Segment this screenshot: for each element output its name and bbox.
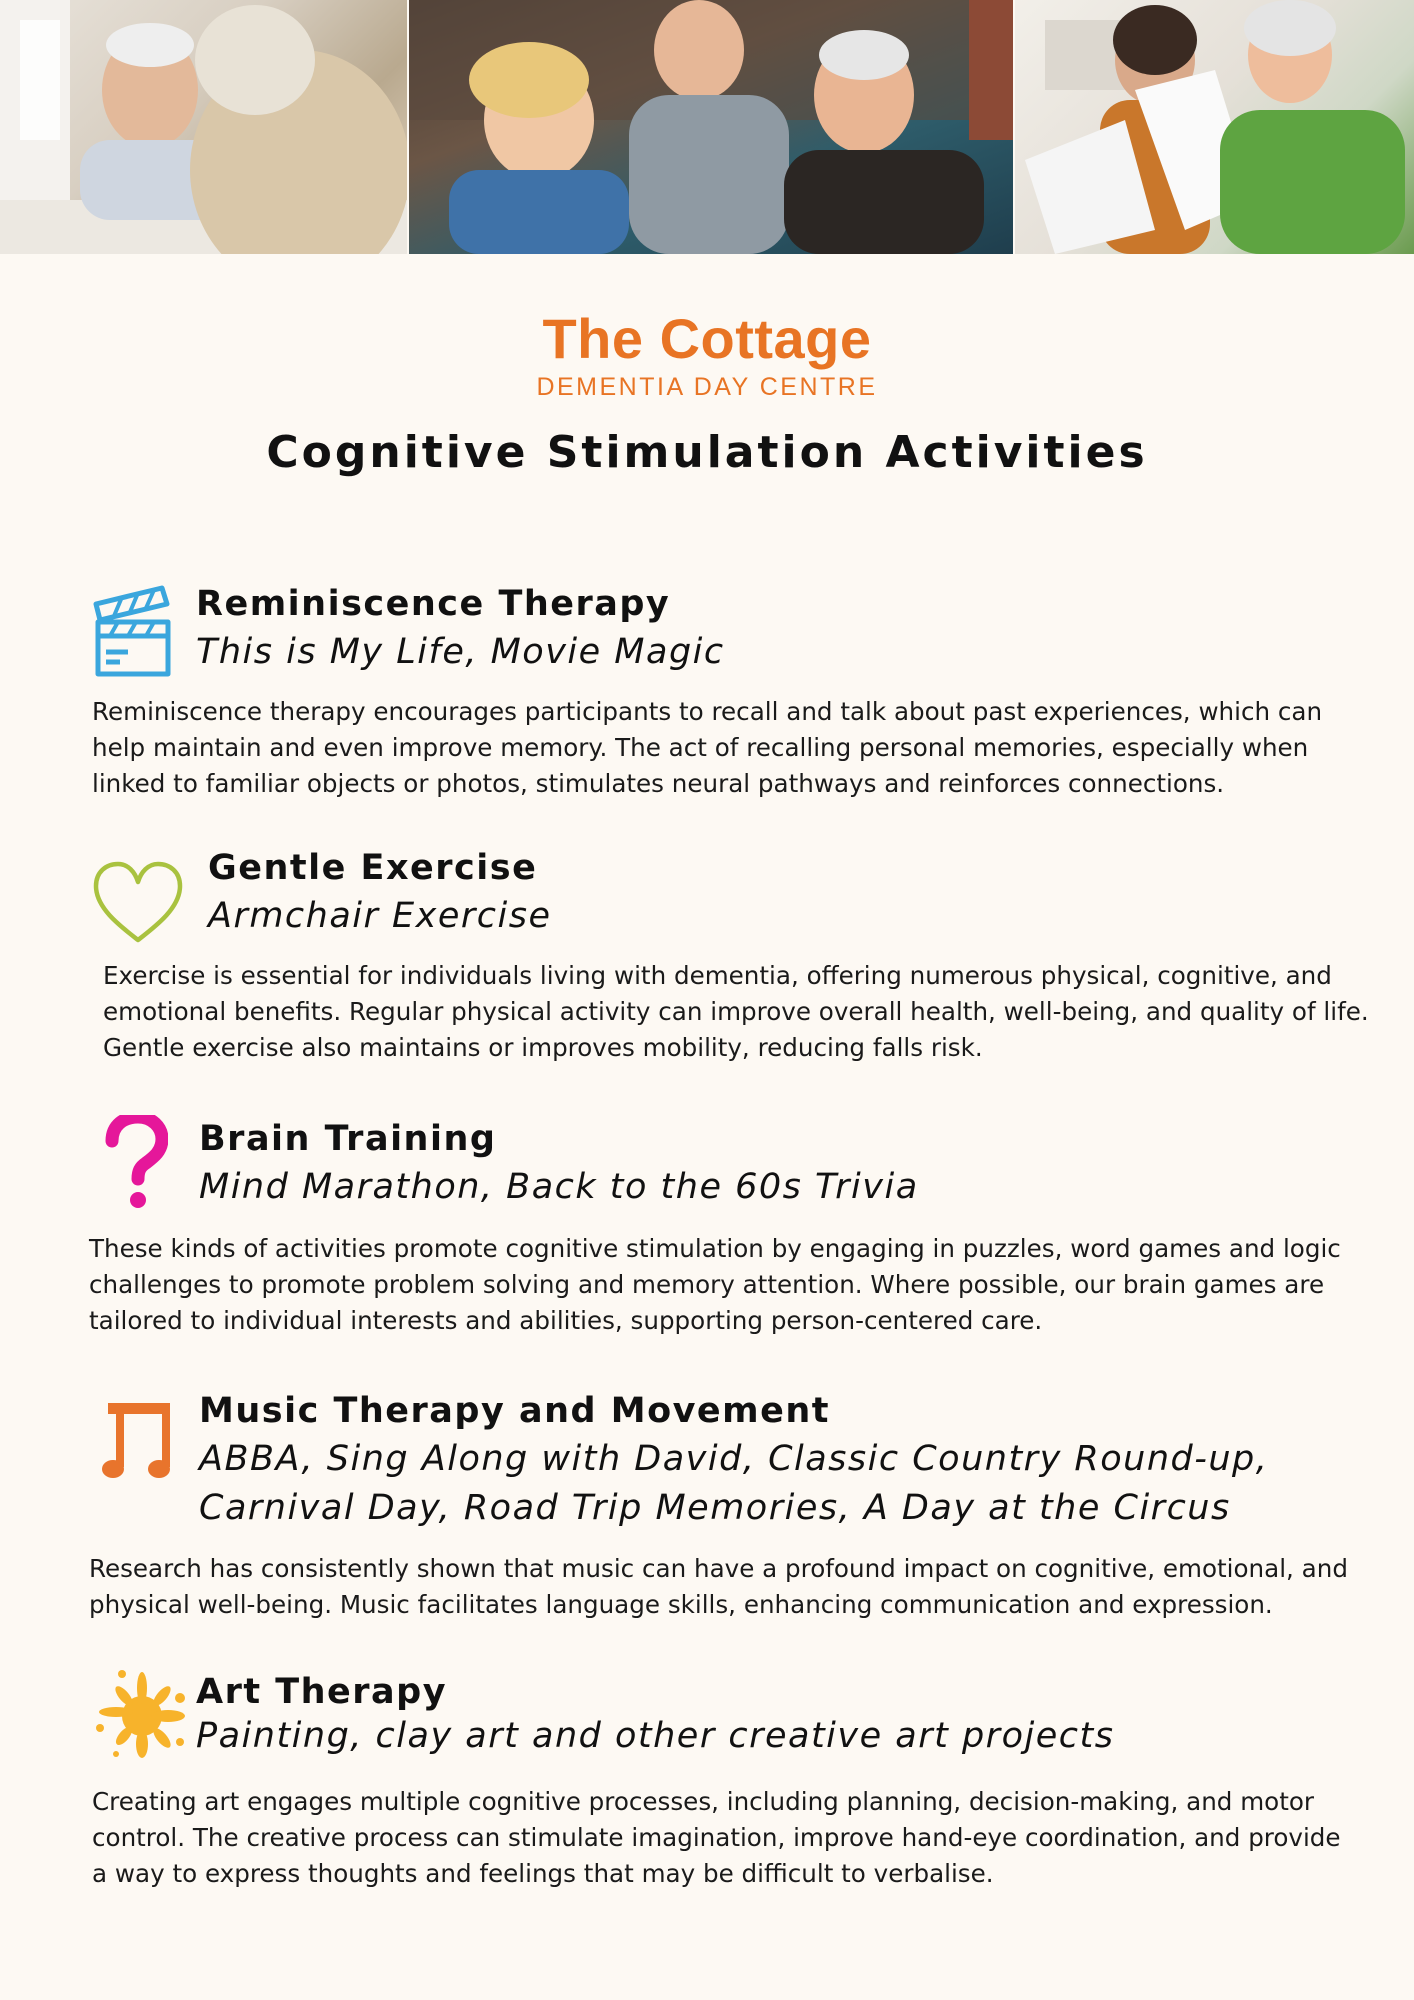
activity-subtitle: Mind Marathon, Back to the 60s Trivia (199, 1167, 919, 1207)
header-photo-strip (0, 0, 1414, 254)
seniors-laughing-photo (409, 0, 1012, 254)
activity-subtitle: ABBA, Sing Along with David, Classic Country Round-up, Carnival Day, Road Trip Memories, A Day at the Circus (199, 1439, 1269, 1528)
activity-title: Music Therapy and Movement (199, 1391, 831, 1431)
heart-icon (90, 860, 186, 950)
clapperboard-icon (92, 584, 172, 682)
music-note-icon (102, 1401, 174, 1485)
activity-description: Reminiscence therapy encourages participants to recall and talk about past experiences, which can help maintain and even improve memory. The act of recalling personal memories, especially when linked to familiar objects or photos, stimulates neural pathways and reinforces connections. (92, 697, 1323, 798)
activity-description: Research has consistently shown that music can have a profound impact on cognitive, emotional, and physical well-being. Music facilitates language skills, enhancing communication and expression. (89, 1554, 1348, 1619)
activity-title: Art Therapy (196, 1672, 448, 1712)
question-mark-icon (104, 1115, 168, 1215)
activity-title: Gentle Exercise (208, 848, 538, 888)
activity-title: Brain Training (199, 1119, 497, 1159)
page-title: Cognitive Stimulation Activities (266, 427, 1148, 478)
activity-subtitle: Armchair Exercise (208, 896, 552, 936)
activity-description: These kinds of activities promote cognitive stimulation by engaging in puzzles, word games and logic challenges to promote problem solving and memory attention. Where possible, our brain games are tailored to individual interests and abilities, supporting person-centered care. (89, 1234, 1341, 1335)
activity-subtitle: This is My Life, Movie Magic (196, 632, 725, 672)
brand-subtitle: DEMENTIA DAY CENTRE (536, 373, 878, 401)
seniors-reading-photo (1015, 0, 1414, 254)
activity-title: Reminiscence Therapy (196, 584, 671, 624)
paint-splash-icon (94, 1668, 190, 1762)
activity-description: Creating art engages multiple cognitive processes, including planning, decision-making, and motor control. The creative process can stimulate imagination, improve hand-eye coordination, and provide a way to express thoughts and feelings that may be difficult to verbalise. (92, 1787, 1341, 1888)
seniors-writing-photo (0, 0, 407, 254)
brand-name: The Cottage (542, 307, 872, 370)
activity-subtitle: Painting, clay art and other creative art projects (196, 1716, 1115, 1756)
activity-description: Exercise is essential for individuals living with dementia, offering numerous physical, cognitive, and emotional benefits. Regular physical activity can improve overall health, well-being, and quality of life. Gentle exercise also maintains or improves mobility, reducing falls risk. (103, 961, 1369, 1062)
